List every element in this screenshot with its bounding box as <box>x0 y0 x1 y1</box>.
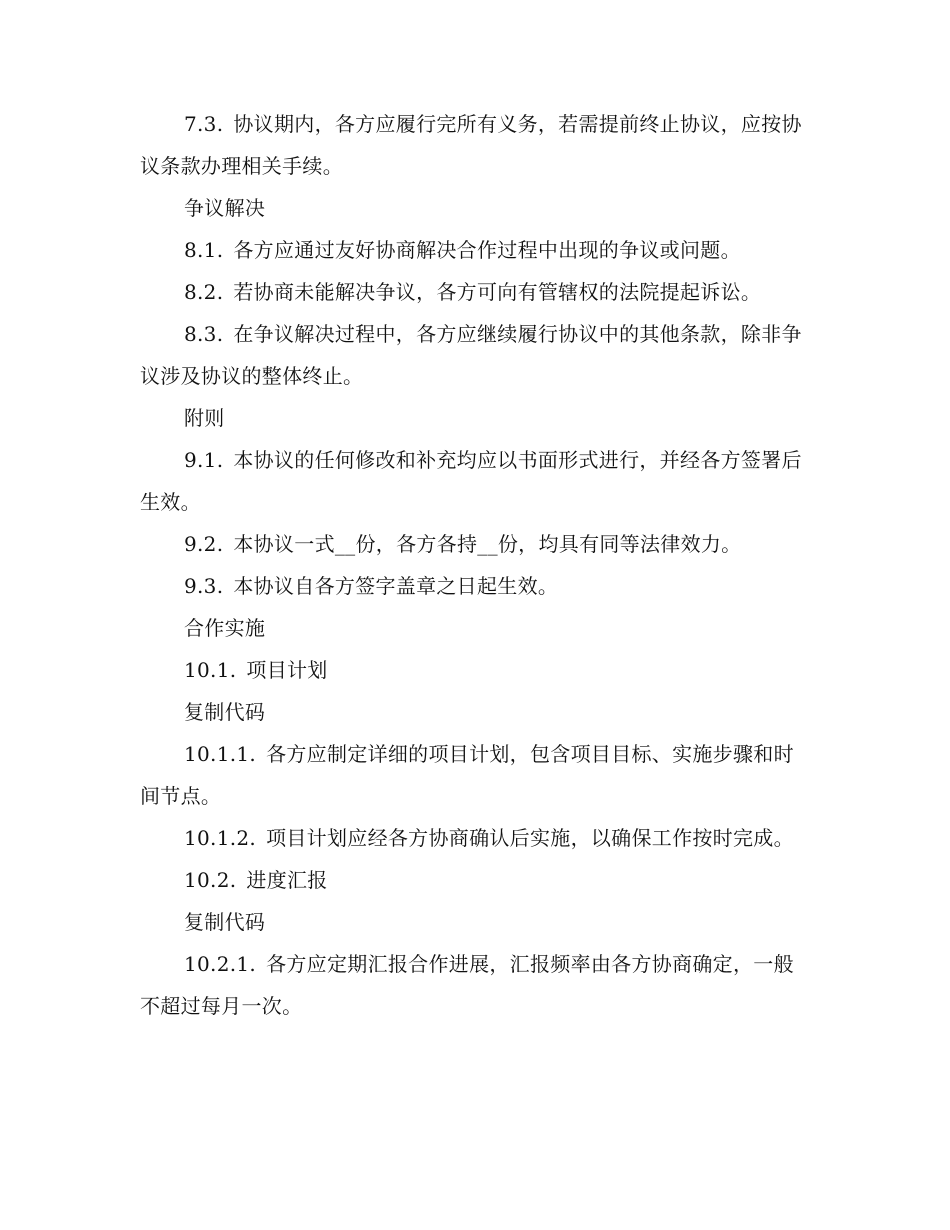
clause-8-1 <box>140 229 808 271</box>
clause-number: 7.3. <box>184 112 224 136</box>
heading-text: 争议解决 <box>184 196 266 220</box>
clause-number: 10.1.2. <box>184 826 257 850</box>
clause-number: 8.3. <box>184 322 224 346</box>
clause-text: 本协议一式__份，各方各持__份，均具有同等法律效力。 <box>233 532 742 556</box>
clause-text: 各方应制定详细的项目计划，包含项目目标、实施步骤和时间节点。 <box>140 742 794 808</box>
clause-8-2 <box>140 271 808 313</box>
copy-code-text: 复制代码 <box>184 910 266 934</box>
copy-code-label <box>140 901 808 943</box>
clause-text: 若协商未能解决争议，各方可向有管辖权的法院提起诉讼。 <box>233 280 762 304</box>
clause-10-1-2 <box>140 817 808 859</box>
clause-number: 9.1. <box>184 448 224 472</box>
copy-code-text: 复制代码 <box>184 700 266 724</box>
document-body <box>140 103 808 1027</box>
heading-text: 附则 <box>184 406 225 430</box>
clause-number: 8.1. <box>184 238 224 262</box>
clause-9-1 <box>140 439 808 523</box>
clause-text: 项目计划 <box>246 658 328 682</box>
clause-number: 8.2. <box>184 280 224 304</box>
clause-number: 10.2.1. <box>184 952 257 976</box>
clause-text: 协议期内，各方应履行完所有义务，若需提前终止协议，应按协议条款办理相关手续。 <box>140 112 802 178</box>
clause-text: 本协议的任何修改和补充均应以书面形式进行，并经各方签署后生效。 <box>140 448 802 514</box>
clause-7-3 <box>140 103 808 187</box>
heading-text: 合作实施 <box>184 616 266 640</box>
clause-10-2-1 <box>140 943 808 1027</box>
section-heading-dispute <box>140 187 808 229</box>
copy-code-label <box>140 691 808 733</box>
clause-text: 项目计划应经各方协商确认后实施，以确保工作按时完成。 <box>266 826 794 850</box>
clause-text: 本协议自各方签字盖章之日起生效。 <box>233 574 559 598</box>
clause-10-1 <box>140 649 808 691</box>
clause-number: 10.2. <box>184 868 237 892</box>
clause-text: 各方应定期汇报合作进展，汇报频率由各方协商确定，一般不超过每月一次。 <box>140 952 794 1018</box>
section-heading-implementation <box>140 607 808 649</box>
clause-number: 10.1.1. <box>184 742 257 766</box>
clause-10-2 <box>140 859 808 901</box>
clause-9-2 <box>140 523 808 565</box>
clause-9-3 <box>140 565 808 607</box>
clause-text: 进度汇报 <box>246 868 328 892</box>
clause-number: 9.3. <box>184 574 224 598</box>
clause-text: 各方应通过友好协商解决合作过程中出现的争议或问题。 <box>233 238 741 262</box>
clause-10-1-1 <box>140 733 808 817</box>
clause-number: 10.1. <box>184 658 237 682</box>
section-heading-appendix <box>140 397 808 439</box>
clause-text: 在争议解决过程中，各方应继续履行协议中的其他条款，除非争议涉及协议的整体终止。 <box>140 322 802 388</box>
clause-number: 9.2. <box>184 532 224 556</box>
clause-8-3 <box>140 313 808 397</box>
